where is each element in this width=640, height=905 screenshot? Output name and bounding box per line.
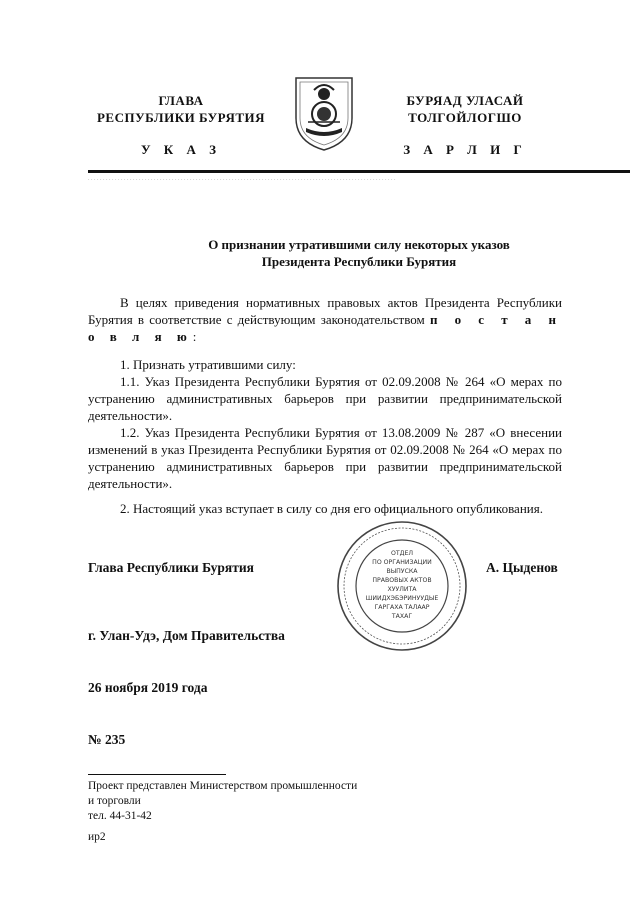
coat-of-arms-emblem [290, 72, 358, 152]
item-2 [88, 500, 562, 517]
header-rule [88, 170, 630, 173]
place: г. Улан-Удэ, Дом Правительства [88, 628, 285, 643]
item-1-2-text: 1.2. Указ Президента Республики Бурятия от 13.08.2009 № 287 «О внесении изменений в указ Президента Республики Бурятия от 02.09.2008 № 264 «О мерах по устранению административных барьеров при развитии предпринимательской деятельности». [88, 425, 562, 491]
signature-position: Глава Республики Бурятия [88, 560, 254, 575]
seal-line-3: ВЫПУСКА [386, 568, 418, 575]
seal-line-7: ГАРГАХА ТАЛААР [374, 604, 430, 611]
doc-type-right: З А Р Л И Г [403, 142, 527, 157]
title-line1: О признании утратившими силу некоторых указов [208, 237, 510, 252]
footnote [88, 779, 357, 845]
date: 26 ноября 2019 года [88, 680, 208, 695]
header-right-line1: БУРЯАД УЛАСАЙ [406, 93, 524, 108]
header-right-line2: ТОЛГОЙЛОГШО [408, 110, 522, 125]
seal-line-4: ПРАВОВЫХ АКТОВ [372, 577, 432, 584]
header-dotted-line: . . . . . . . . . . . . . . . . . . . . . . . . . . . . . . . . . . . . . . . . . . . . . . . . . . . . . . . . . . . . . . . . . . . . . . . . . . . . . . . . . . . . . . . . . . . . . . . . . . . . . . . [88, 176, 396, 182]
seal-line-2: ПО ОРГАНИЗАЦИИ [372, 559, 432, 566]
footnote-line3: тел. 44-31-42 [88, 810, 152, 822]
footnote-rule [88, 774, 226, 775]
item-1-1-text: 1.1. Указ Президента Республики Бурятия от 02.09.2008 № 264 «О мерах по устранению административных барьеров при развитии предпринимательской деятельности». [88, 374, 562, 423]
official-seal [334, 518, 470, 654]
header-left-line2: РЕСПУБЛИКИ БУРЯТИЯ [96, 110, 266, 125]
item-2-text: 2. Настоящий указ вступает в силу со дня его официального опубликования. [120, 501, 543, 516]
header-right [372, 92, 558, 126]
seal-line-5: ХУУЛИТА [387, 586, 417, 593]
signature-name: А. Цыденов [486, 560, 558, 575]
preamble-colon: : [192, 329, 197, 344]
decree-word: п о с т а н о в л я ю [88, 312, 562, 344]
footnote-line2: и торговли [88, 795, 141, 807]
decree-title [88, 236, 630, 270]
item-1 [88, 356, 562, 373]
title-line2: Президента Республики Бурятия [261, 254, 457, 269]
preamble-text: В целях приведения нормативных правовых актов Президента Республики Бурятия в соответствие с действующим законодательством [88, 295, 562, 327]
seal-line-1: ОТДЕЛ [390, 550, 414, 557]
header-left-line1: ГЛАВА [158, 93, 204, 108]
seal-line-8: ТАХАГ [391, 613, 413, 620]
header-left [88, 92, 274, 126]
preamble [88, 294, 562, 345]
item-1-1 [88, 373, 562, 424]
doc-type-left: У К А З [141, 142, 221, 157]
footnote-line4: ир2 [88, 831, 106, 843]
item-1-2 [88, 424, 562, 492]
decree-number: № 235 [88, 732, 126, 747]
seal-line-6: ШИИДХЭБЭРИНУУДЫЕ [365, 595, 439, 602]
footnote-line1: Проект представлен Министерством промышленности [88, 780, 358, 792]
item-1-text: 1. Признать утратившими силу: [120, 357, 296, 372]
